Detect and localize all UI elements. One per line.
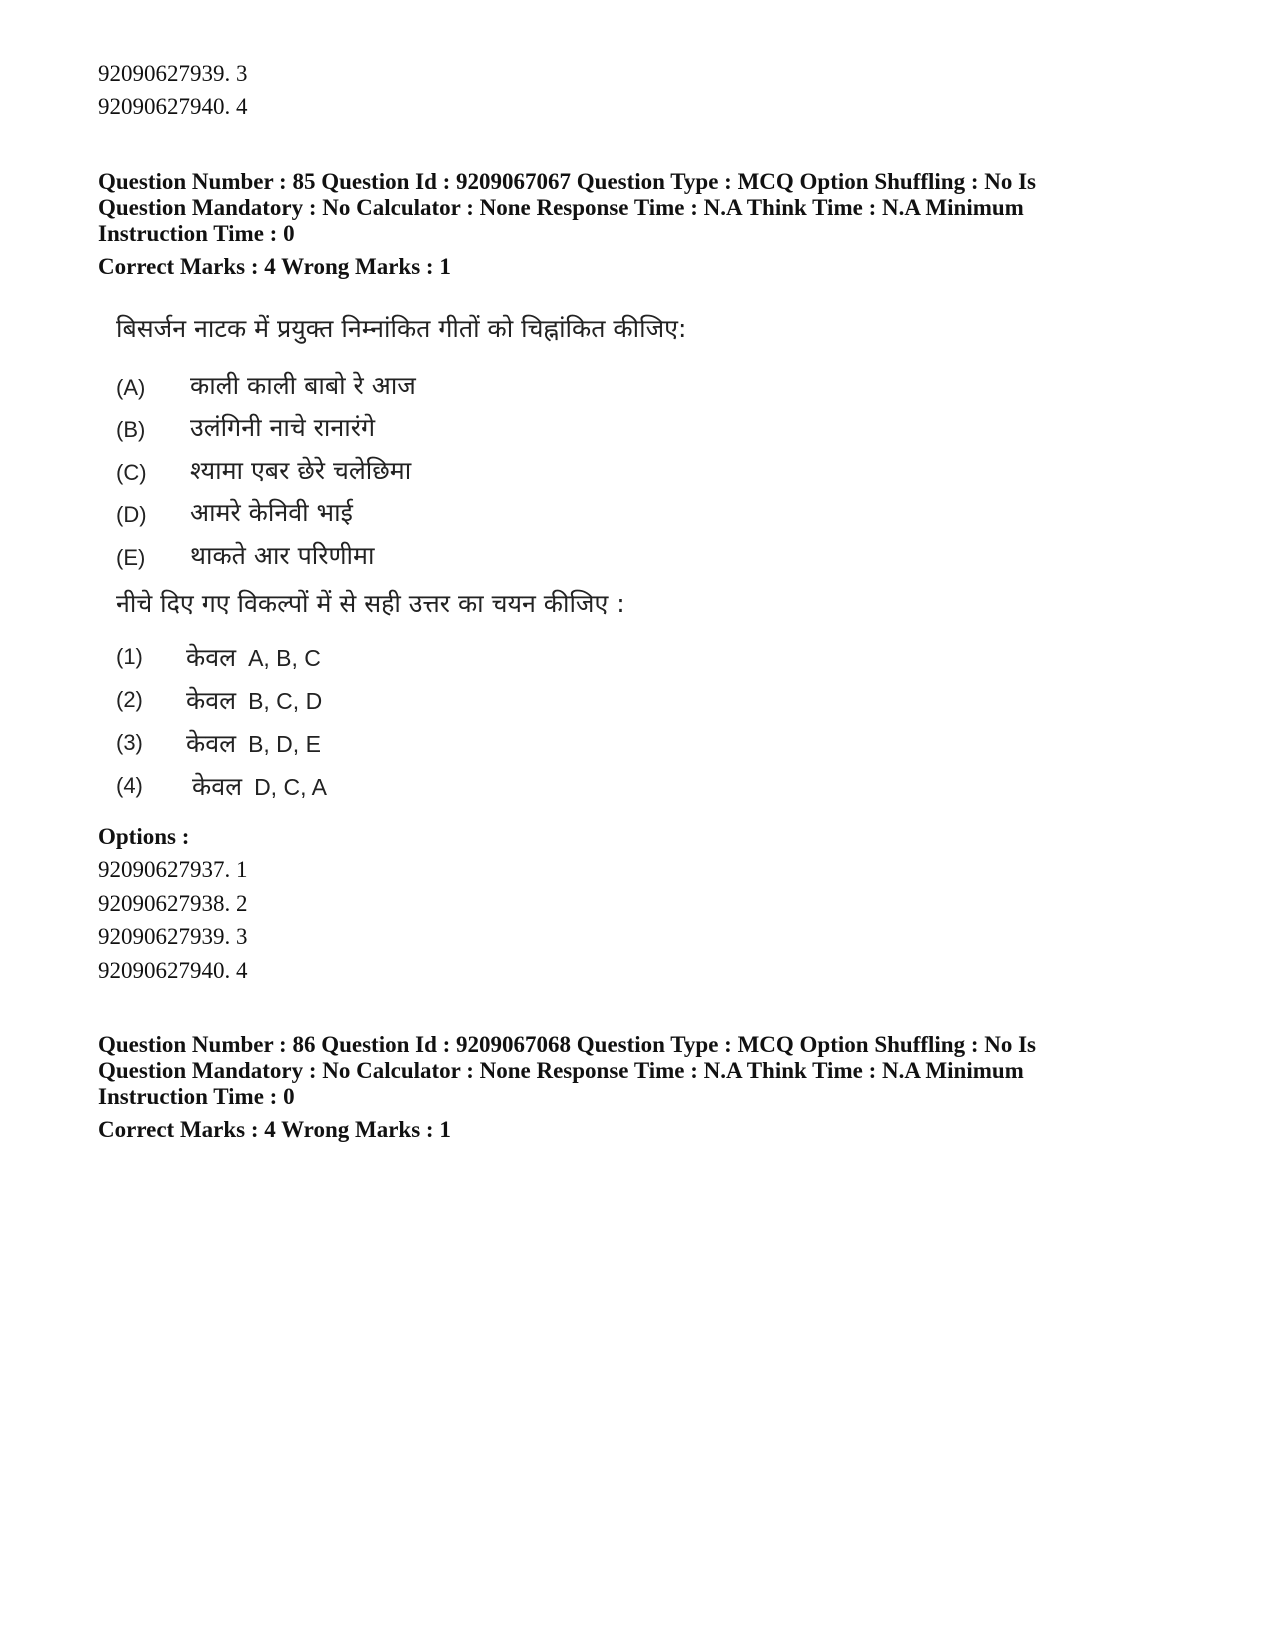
choice-label: (3) — [116, 730, 143, 755]
choice-text — [192, 769, 327, 803]
item-text: आमरे केनिवी भाई — [190, 498, 353, 527]
item-text: थाकते आर परिणीमा — [190, 541, 375, 570]
option-line: 92090627937. 1 — [98, 857, 248, 882]
choice-text — [186, 640, 321, 674]
option-line: 92090627940. 4 — [98, 958, 248, 983]
question-header: Question Mandatory : No Calculator : None Response Time : N.A Think Time : N.A Minimum — [98, 195, 1024, 220]
option-line: 92090627939. 3 — [98, 61, 248, 86]
choice-text — [186, 726, 321, 760]
options-heading: Options : — [98, 824, 190, 849]
option-line: 92090627940. 4 — [98, 94, 248, 119]
question-header: Question Number : 86 Question Id : 9209067068 Question Type : MCQ Option Shuffling : No Is — [98, 1032, 1037, 1057]
item-label: (E) — [116, 545, 146, 570]
choice-letters: B, C, D — [248, 688, 323, 714]
item-label: (D) — [116, 502, 147, 527]
choice-label: (2) — [116, 687, 143, 712]
choice-word: केवल — [186, 686, 237, 715]
question-text: बिसर्जन नाटक में प्रयुक्त निम्नांकित गीतों को चिह्नांकित कीजिए: — [116, 314, 687, 343]
question-header: Instruction Time : 0 — [98, 1084, 295, 1109]
item-text: श्यामा एबर छेरे चलेछिमा — [190, 456, 412, 485]
choice-letters: A, B, C — [248, 645, 321, 671]
choice-label: (4) — [116, 773, 143, 798]
option-line: 92090627939. 3 — [98, 924, 248, 949]
item-label: (C) — [116, 460, 147, 485]
instruction-text: नीचे दिए गए विकल्पों में से सही उत्तर का चयन कीजिए : — [116, 589, 625, 618]
choice-text — [186, 683, 322, 717]
item-label: (B) — [116, 417, 146, 442]
question-header: Question Mandatory : No Calculator : None Response Time : N.A Think Time : N.A Minimum — [98, 1058, 1024, 1083]
item-label: (A) — [116, 375, 146, 400]
question-marks: Correct Marks : 4 Wrong Marks : 1 — [98, 254, 451, 279]
item-text: उलंगिनी नाचे रानारंगे — [190, 413, 376, 442]
item-text: काली काली बाबो रे आज — [190, 371, 416, 400]
choice-label: (1) — [116, 644, 143, 669]
choice-letters: D, C, A — [254, 774, 327, 800]
choice-word: केवल — [192, 772, 243, 801]
choice-letters: B, D, E — [248, 731, 321, 757]
question-header: Instruction Time : 0 — [98, 221, 295, 246]
choice-word: केवल — [186, 729, 237, 758]
question-header: Question Number : 85 Question Id : 9209067067 Question Type : MCQ Option Shuffling : No Is — [98, 169, 1037, 194]
option-line: 92090627938. 2 — [98, 891, 248, 916]
question-marks: Correct Marks : 4 Wrong Marks : 1 — [98, 1117, 451, 1142]
choice-word: केवल — [186, 643, 237, 672]
